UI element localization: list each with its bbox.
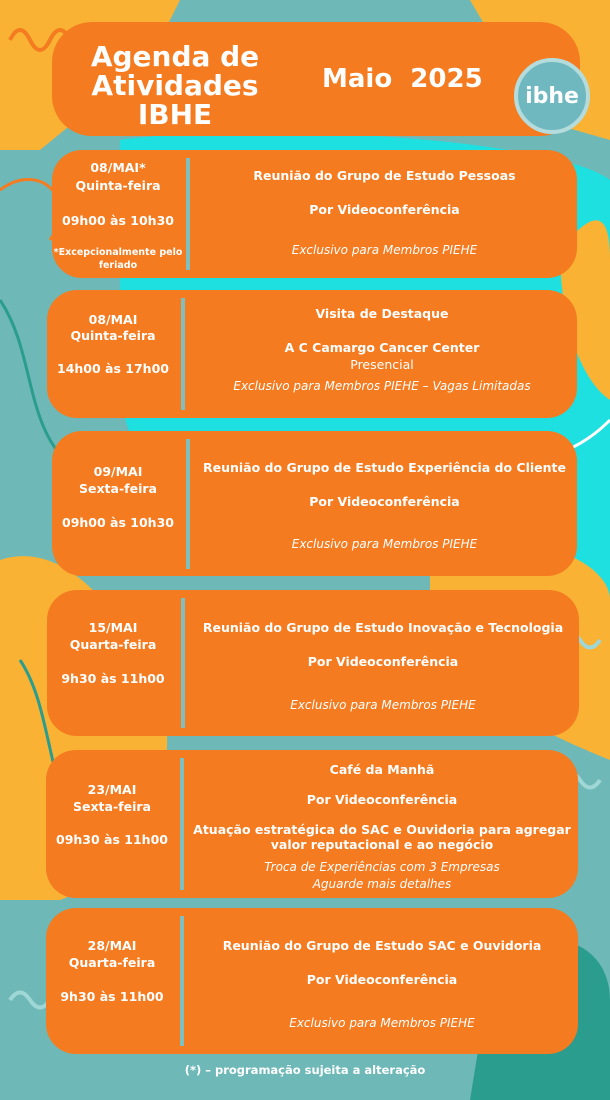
card-divider [181,298,185,410]
event-time: 09h00 às 10h30 [62,515,174,530]
event-title: Reunião do Grupo de Estudo Inovação e Tecnologia [202,620,564,635]
event-weekday: Sexta-feira [73,799,151,814]
event-topic-line-1: Atuação estratégica do SAC e Ouvidoria para agregar [193,822,571,837]
event-title: Reunião do Grupo de Estudo SAC e Ouvidoria [222,938,542,953]
event-card [47,590,579,736]
card-divider [180,916,184,1046]
month-label: Maio 2025 [322,64,483,94]
event-date: 23/MAI [87,782,137,797]
event-extra-line-2: Aguarde mais detalhes [312,877,452,891]
card-divider [180,758,184,890]
event-time: 09h30 às 11h00 [56,832,168,847]
event-date: 28/MAI [87,938,137,953]
event-time: 09h00 às 10h30 [62,213,174,228]
event-mode: Por Videoconferência [306,792,458,807]
event-mode: Presencial [350,357,414,372]
event-title: Visita de Destaque [315,306,449,321]
event-date: 08/MAI [88,312,138,327]
event-title: Café da Manhã [329,762,435,777]
event-mode: Por Videoconferência [307,654,459,669]
title-line-1: Agenda de [90,40,260,73]
event-audience: Exclusivo para Membros PIEHE [289,1016,475,1030]
title-line-2: Atividades [91,69,259,102]
event-mode: Por Videoconferência [309,202,460,217]
event-card [46,750,578,898]
event-audience: Exclusivo para Membros PIEHE – Vagas Limitadas [233,379,531,393]
event-topic-line-2: valor reputacional e ao negócio [270,837,494,852]
card-divider [181,598,185,728]
event-weekday: Quinta-feira [75,178,161,193]
event-weekday: Quarta-feira [69,637,157,652]
event-card [46,908,578,1054]
event-mode: Por Videoconferência [306,972,458,987]
event-card [52,150,577,278]
event-place: A C Camargo Cancer Center [284,340,480,355]
event-mode: Por Videoconferência [309,494,460,509]
event-time: 9h30 às 11h00 [61,671,165,686]
event-weekday: Quinta-feira [70,328,156,343]
header-banner [52,22,580,136]
title-line-3: IBHE [137,98,213,131]
card-divider [186,439,190,569]
event-audience: Exclusivo para Membros PIEHE [290,698,476,712]
event-audience: Exclusivo para Membros PIEHE [291,537,478,551]
event-weekday: Sexta-feira [79,481,157,496]
event-card [52,431,577,576]
ibhe-logo: ibhe [514,58,590,134]
event-extra-line-1: Troca de Experiências com 3 Empresas [264,860,500,874]
event-time: 14h00 às 17h00 [57,361,169,376]
event-date-note: *Excepcionalmente pelo feriado [53,247,183,271]
event-weekday: Quarta-feira [68,955,156,970]
footer-note: (*) – programação sujeita a alteração [184,1063,426,1077]
event-card [47,290,577,418]
event-date: 15/MAI [88,620,138,635]
event-title: Reunião do Grupo de Estudo Pessoas [253,168,516,183]
event-audience: Exclusivo para Membros PIEHE [291,243,478,257]
card-divider [186,158,190,270]
event-date: 09/MAI [93,464,143,479]
event-title: Reunião do Grupo de Estudo Experiência do Cliente [203,460,566,475]
page-title [80,42,270,129]
event-date: 08/MAI* [90,160,146,175]
event-time: 9h30 às 11h00 [60,989,164,1004]
